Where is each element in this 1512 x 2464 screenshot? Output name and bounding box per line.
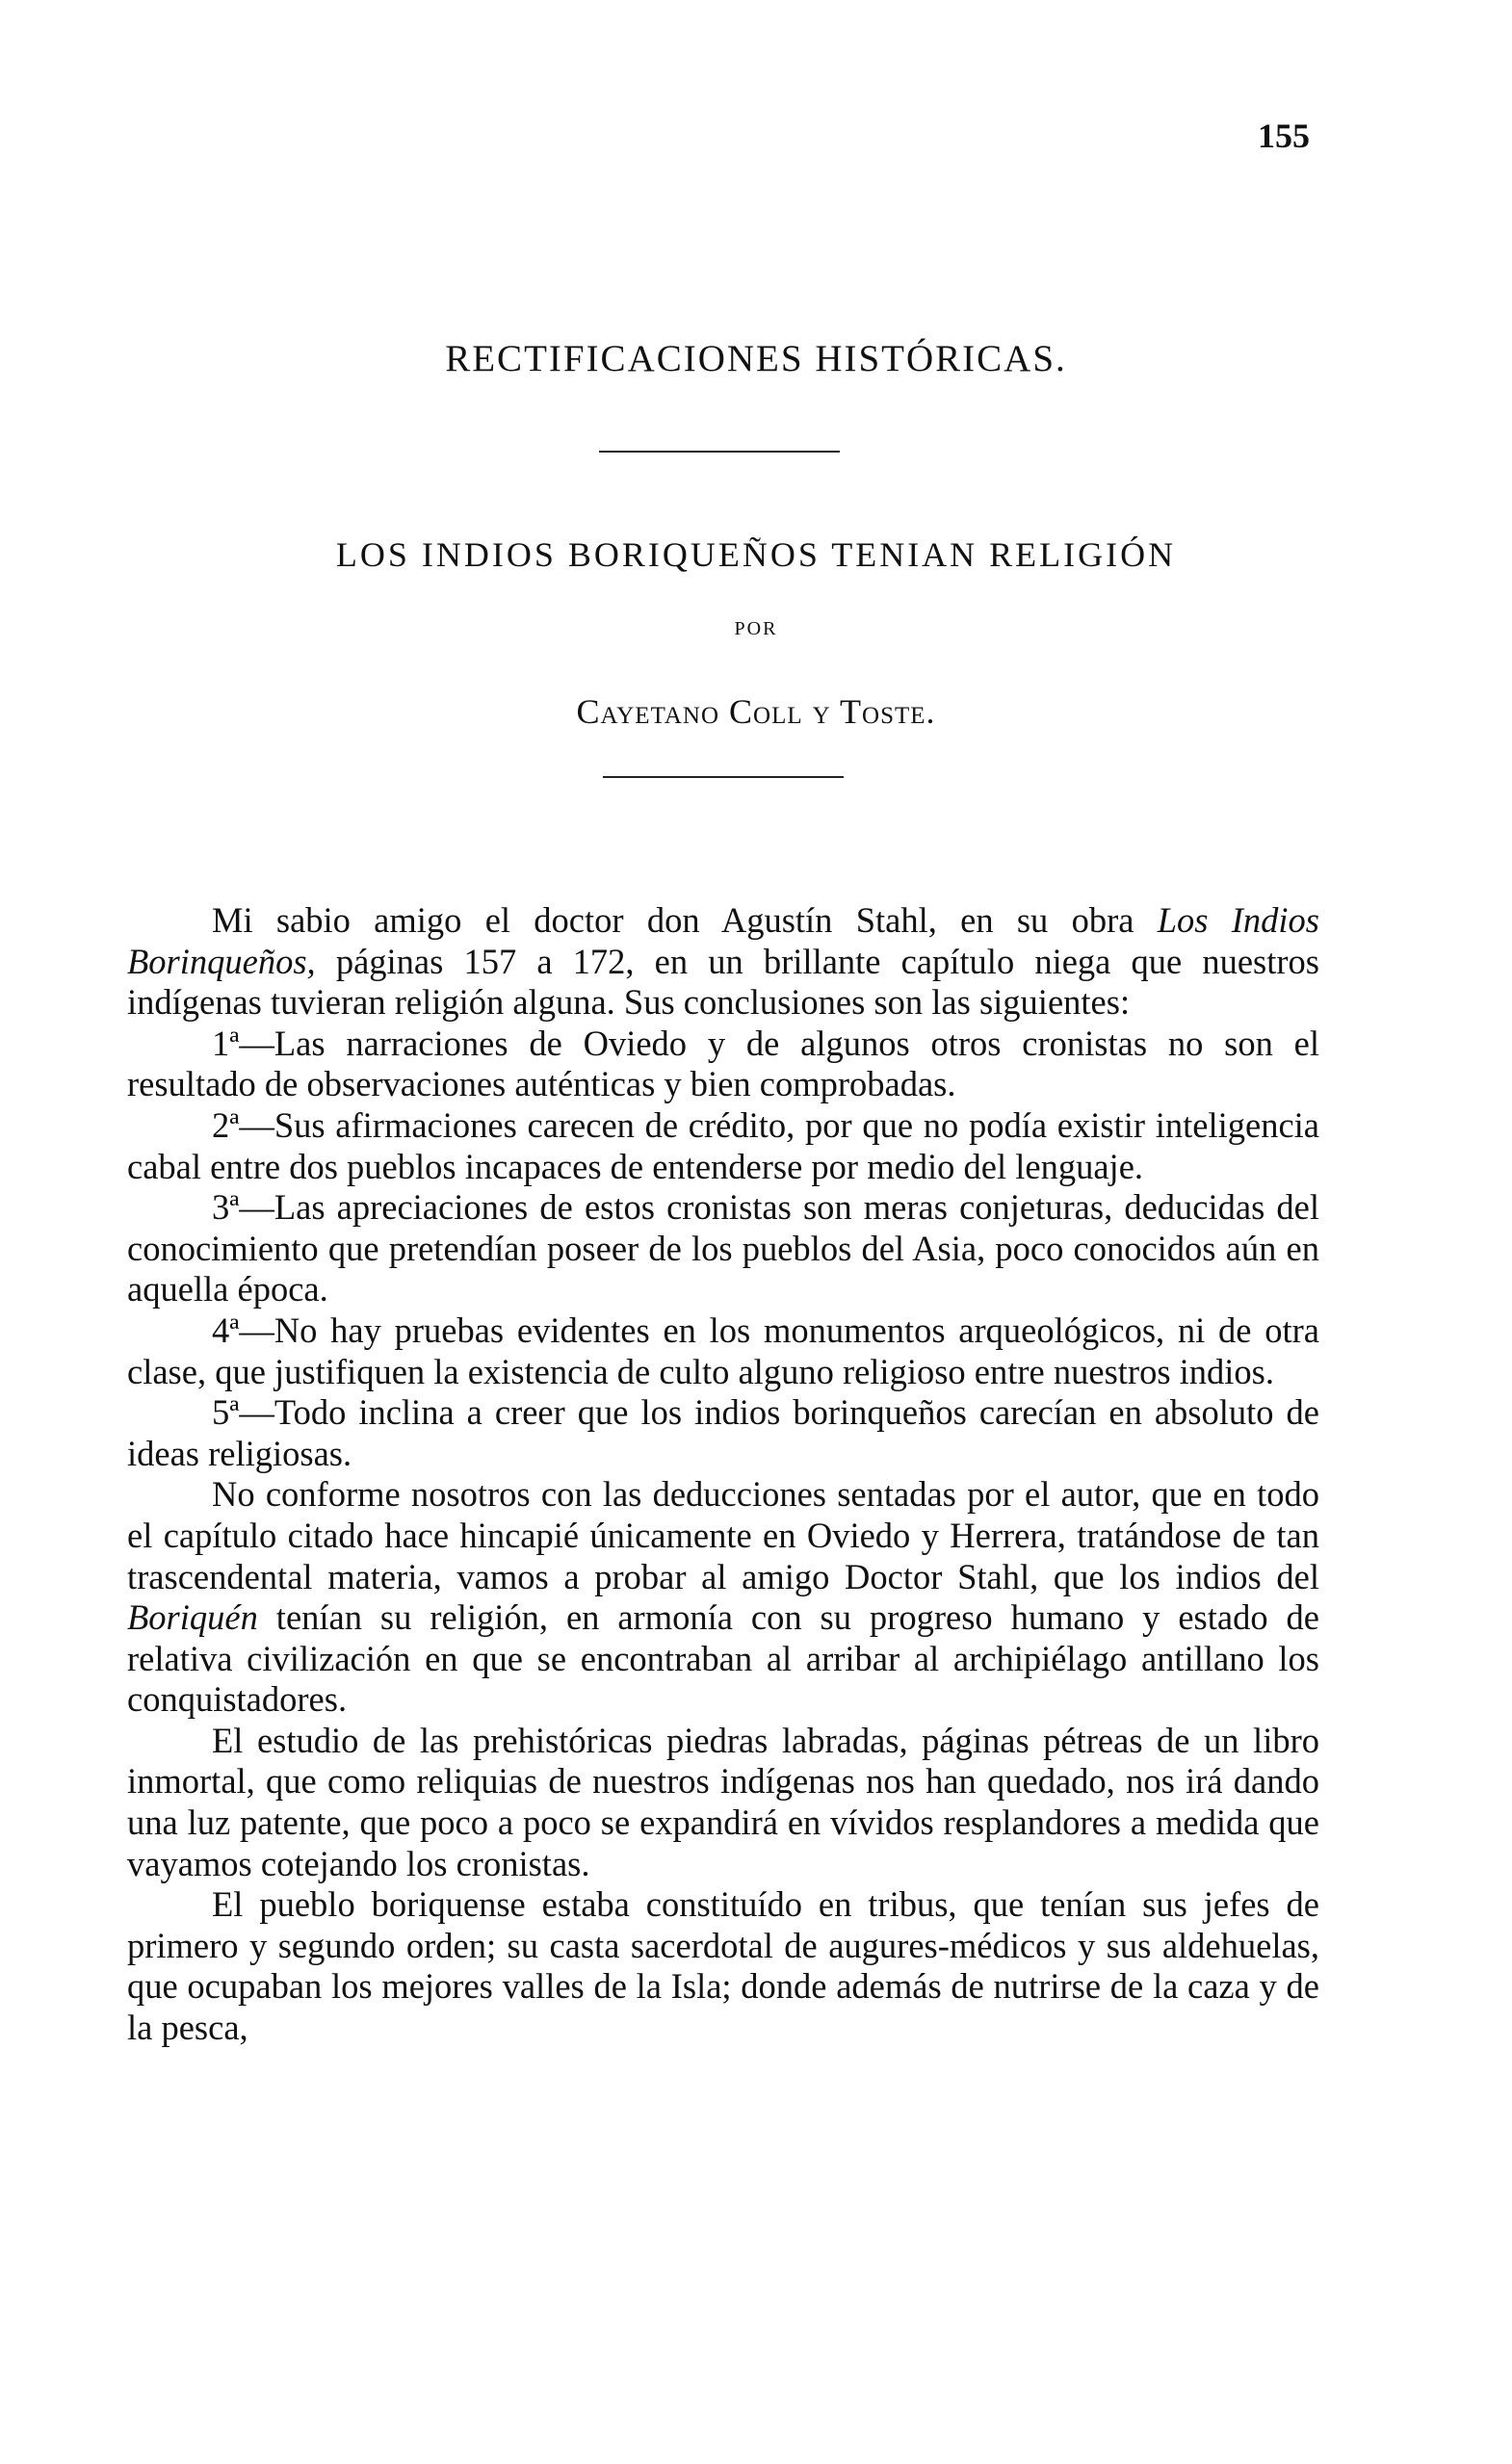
intro-text-start: Mi sabio amigo el doctor don Agustín Stahl, en su obra <box>212 900 1134 940</box>
conclusion-1: 1ª—Las narraciones de Oviedo y de algunos otros cronistas no son el resultado de observaciones auténticas y bien comprobadas. <box>127 1023 1319 1104</box>
response-text-end: tenían su religión, en armonía con su progreso humano y estado de relativa civilización en que se encontraban al arribar al archipiélago antillano los conquistadores. <box>127 1597 1319 1720</box>
conclusion-3: 3ª—Las apreciaciones de estos cronistas son meras conjeturas, deducidas del conocimiento que pretendían poseer de los pueblos del Asia, poco conocidos aún en aquella época. <box>127 1187 1319 1310</box>
conclusion-5: 5ª—Todo inclina a creer que los indios borinqueños carecían en absoluto de ideas religiosas. <box>127 1392 1319 1473</box>
response-text-start: No conforme nosotros con las deducciones sentadas por el autor, que en todo el capítulo citado hace hincapié únicamente en Oviedo y Herrera, tratándose de tan trascendental materia, vamos a probar al amigo Doctor Stahl, que los indios del <box>127 1474 1319 1596</box>
place-name-italic: Boriquén <box>127 1597 258 1638</box>
article-title: LOS INDIOS BORIQUEÑOS TENIAN RELIGIÓN <box>335 535 1177 574</box>
intro-text-end: páginas 157 a 172, en un brillante capítulo niega que nuestros indígenas tuvieran religión alguna. Sus conclusiones son las siguientes: <box>127 941 1319 1023</box>
page-number: 155 <box>1258 117 1310 155</box>
intro-paragraph <box>127 900 1319 1024</box>
author-name: Cayetano Coll y Toste. <box>576 692 936 731</box>
conclusion-4: 4ª—No hay pruebas evidentes en los monumentos arqueológicos, ni de otra clase, que justifiquen la existencia de culto alguno religioso entre nuestros indios. <box>127 1310 1319 1391</box>
response-paragraph <box>127 1474 1319 1721</box>
section-title: RECTIFICACIONES HISTÓRICAS. <box>445 338 1067 379</box>
article-body <box>127 900 1319 2049</box>
tribes-paragraph: El pueblo boriquense estaba constituído en tribus, que tenían sus jefes de primero y segundo orden; su casta sacerdotal de augures-médicos y sus aldehuelas, que ocupaban los mejores valles de la Isla; donde además de nutrirse de la caza y de la pesca, <box>127 1884 1319 2048</box>
title-divider <box>599 451 840 453</box>
book-title: Los Indios Borinqueños, <box>127 900 1319 981</box>
stones-paragraph: El estudio de las prehistóricas piedras labradas, páginas pétreas de un libro inmortal, que como reliquias de nuestros indígenas nos han quedado, nos irá dando una luz patente, que poco a poco se expandirá en vívidos resplandores a medida que vayamos cotejando los cronistas. <box>127 1720 1319 1883</box>
conclusion-2: 2ª—Sus afirmaciones carecen de crédito, por que no podía existir inteligencia cabal entre dos pueblos incapaces de entenderse por medio del lenguaje. <box>127 1104 1319 1186</box>
author-divider <box>603 776 844 778</box>
byline-label: POR <box>734 618 778 639</box>
